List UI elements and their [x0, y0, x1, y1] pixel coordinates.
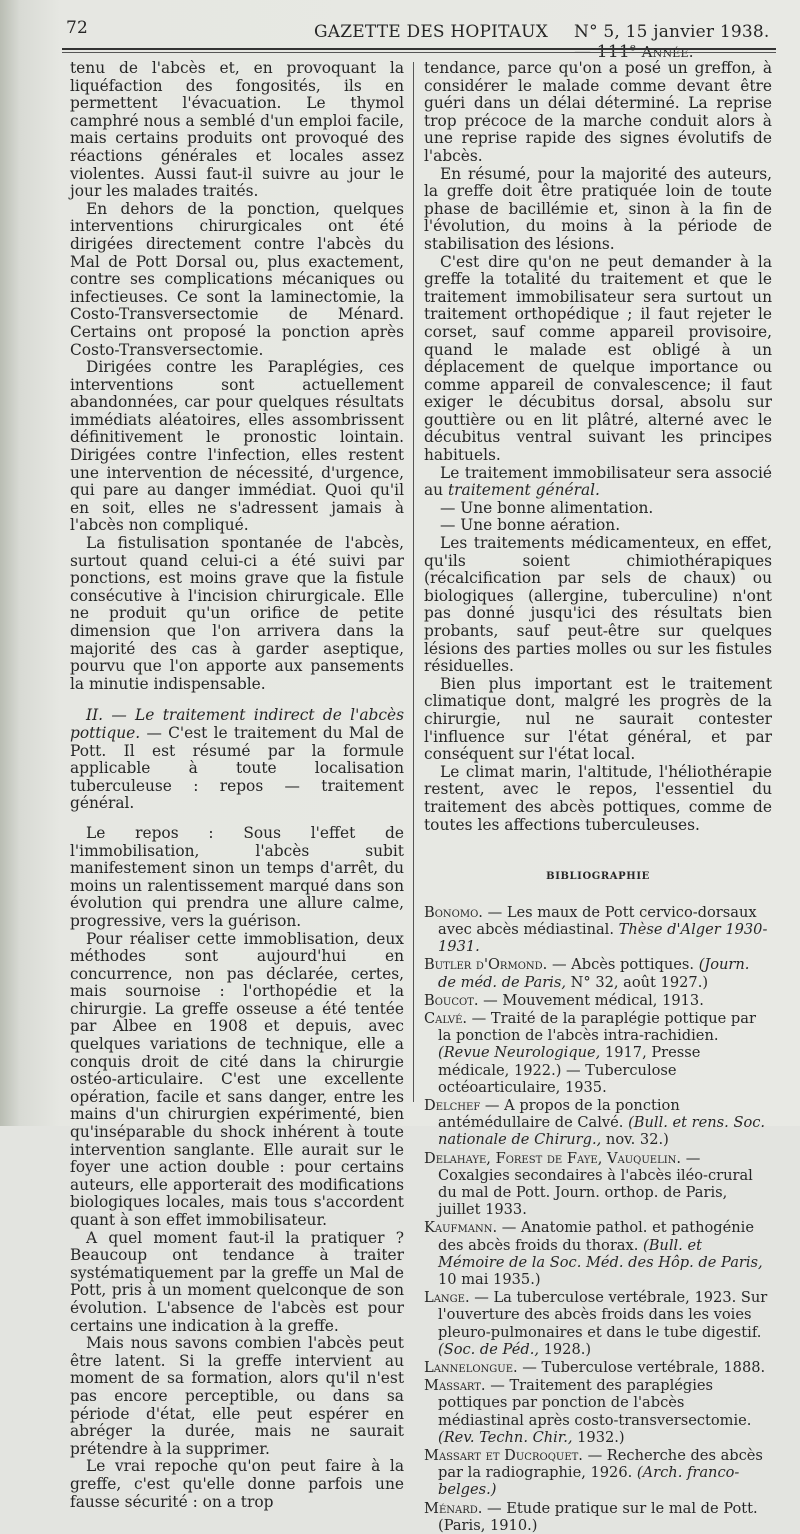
paragraph: La fistulisation spontanée de l'abcès, surtout quand celui-ci a été suivi par ponctions, est moins grave que la fistule consécutive à l'incision chirurgicale. Elle ne produit qu'un orifice de petite dimension que l'on arrivera dans la majorité des cas à garder aseptique, pourvu que l'on apporte aux pansements la minutie indispensable. — [70, 534, 404, 693]
bibliography-author: Delahaye, Forest de Faye, Vauquelin. — [424, 1149, 682, 1167]
paragraph: Mais nous savons combien l'abcès peut être latent. Si la greffe intervient au moment de sa formation, alors qu'il n'est pas encore perceptible, ou dans sa période d'état, elle peut espérer en abréger la durée, mais ne saurait prétendre à la supprimer. — [70, 1334, 404, 1458]
bibliography-author: Massart. — [424, 1377, 486, 1395]
issue-sup: e — [629, 42, 636, 54]
bibliography-text: — Etude pratique sur le mal de Pott. (Paris, 1910.) — [438, 1499, 758, 1534]
paragraph: Le repos : Sous l'effet de l'immobilisation, l'abcès subit manifestement sinon un temps d'arrêt, du moins un ralentissement marqué dans son évolution qui prendra une allure calme, progressive, vers la guérison. — [70, 823, 404, 930]
bibliography-text: — Les maux de Pott cervico-dorsaux avec abcès médiastinal. — [438, 903, 757, 938]
bibliography-list — [424, 904, 772, 1534]
bibliography-text: — Traitement des paraplégies pottiques par ponction de l'abcès médiastinal après costo-transversectomie. — [438, 1377, 752, 1429]
column-separator — [413, 62, 414, 1102]
bibliography-tail: N° 32, août 1927.) — [565, 973, 709, 991]
issue-tail: Année. — [641, 43, 694, 61]
list-item: — Une bonne aération. — [440, 516, 621, 535]
bibliography-author: Lange. — [424, 1289, 470, 1307]
bibliography-tail: 1917, Presse médicale, 1922.) — Tuberculose octéoarticulaire, 1935. — [438, 1044, 701, 1096]
paragraph: En dehors de la ponction, quelques interventions chirurgicales ont été dirigées directement contre l'abcès du Mal de Pott Dorsal ou, plus exactement, contre ses complications mécaniques ou infectieuses. Ce sont la laminectomie, la Costo-Transversectomie de Ménard. Certains ont proposé la ponction après Costo-Transversectomie. — [70, 199, 404, 359]
paragraph: tenu de l'abcès et, en provoquant la liquéfaction des fongosités, ils en permettent l'évacuation. Le thymol camphré nous a semblé d'un emploi facile, mais certains produits ont provoqué des réactions générales et locales assez violentes. Aussi faut-il suivre au jour le jour les malades traités. — [70, 59, 404, 201]
section-heading-paragraph — [70, 707, 404, 813]
bibliography-text: — Traité de la paraplégie pottique par la ponction de l'abcès intra-rachidien. — [438, 1009, 756, 1045]
bibliography-italic: (Rev. Techn. Chir., — [438, 1428, 573, 1446]
bibliography-entry — [424, 1377, 772, 1446]
bibliography-text: — A propos de la ponction antémédullaire de Calvé. — [438, 1096, 680, 1132]
bibliography-text: — Abcès pottiques. — [547, 956, 699, 974]
bibliography-entry — [424, 1500, 772, 1534]
list-item: — Une bonne alimentation. — [440, 498, 654, 517]
right-column — [424, 59, 772, 1534]
paragraph: Le climat marin, l'altitude, l'héliothérapie restent, avec le repos, l'essentiel du traitement des abcès pottiques, comme de toutes les affections tuberculeuses. — [424, 762, 772, 834]
journal-title: GAZETTE DES HOPITAUX — [314, 22, 549, 42]
page-header — [62, 18, 782, 62]
bibliography-author: Kaufmann. — [424, 1219, 498, 1237]
bibliography-tail: 10 mai 1935.) — [438, 1270, 541, 1288]
paragraph — [424, 465, 772, 500]
bibliography-italic: (Bull. et Mémoire de la Soc. Méd. des Hôp. de Paris, — [438, 1236, 763, 1271]
header-rule-thin — [62, 52, 776, 53]
bibliography-text: — Mouvement médical, 1913. — [478, 991, 704, 1009]
paragraph: Le vrai repoche qu'on peut faire à la greffe, c'est qu'elle donne parfois une fausse sécurité : on a trop — [70, 1457, 404, 1511]
bibliography-author: Massart et Ducroquet. — [424, 1447, 583, 1465]
bibliography-entry — [424, 1359, 772, 1376]
issue-line — [574, 22, 782, 62]
paragraph: Bien plus important est le traitement climatique dont, malgré les progrès de la chirurgie, nul ne saurait contester l'influence sur l'état général, et par conséquent sur l'état local. — [424, 674, 772, 764]
bibliography-entry — [424, 1010, 772, 1096]
bibliography-text: — Coxalgies secondaires à l'abcès iléo-crural du mal de Pott. Journ. orthop. de Paris, juillet 1933. — [438, 1149, 753, 1219]
paragraph-text: Le traitement immobilisateur sera associé au — [424, 463, 772, 500]
issue-text: N° 5, 15 janvier 1938. — 111 — [574, 22, 770, 62]
bibliography-tail: 1932.) — [572, 1428, 625, 1446]
bibliography-entry — [424, 1150, 772, 1219]
bibliography-italic: (Soc. de Péd., — [438, 1340, 539, 1358]
bibliography-italic: (Arch. franco-belges.) — [438, 1464, 740, 1499]
bibliography-italic: (Bull. et rens. Soc. nationale de Chirurg., — [438, 1114, 766, 1149]
paragraph: Dirigées contre les Paraplégies, ces interventions sont actuellement abandonnées, car pour quelques résultats immédiats aléatoires, elles assombrissent définitivement le pronostic lointain. Dirigées contre l'infection, elles restent une intervention de nécessité, d'urgence, qui pare au danger immédiat. Quoi qu'il en soit, elles ne s'adressent jamais à l'abcès non compliqué. — [70, 358, 404, 535]
paragraph: Pour réaliser cette immoblisation, deux méthodes sont aujourd'hui en concurrence, non pas déclarée, certes, mais sournoise : l'orthopédie et la chirurgie. La greffe osseuse a été tentée par Albee en 1908 et depuis, avec quelques variations de technique, elle a conquis droit de cité dans la chirurgie ostéo-articulaire. C'est une excellente opération, facile et sans danger, entre les mains d'un chirurgien expérimenté, bien qu'inséparable du shock inhérent à toute intervention sanglante. Elle aurait sur le foyer une action double : pour certains auteurs, elle apporterait des modifications biologiques locales, mais tous s'accordent quant à son effet immobilisateur. — [70, 929, 404, 1229]
bibliography-author: Ménard. — [424, 1499, 483, 1517]
bibliography-italic: Thèse d'Alger 1930-1931. — [438, 920, 768, 956]
bibliography-entry — [424, 956, 772, 990]
bibliography-entry — [424, 1447, 772, 1499]
bibliography-text: — Tuberculose vertébrale, 1888. — [517, 1359, 766, 1376]
header-rule — [62, 48, 776, 50]
bibliography-entry — [424, 1097, 772, 1149]
bibliography-text: — La tuberculose vertébrale, 1923. Sur l'ouverture des abcès froids dans les voies pleuro-pulmonaires et dans le tube digestif. — [438, 1289, 768, 1341]
paragraph: A quel moment faut-il la pratiquer ? Beaucoup ont tendance à traiter systématiquement par la greffe un Mal de Pott, pris à un moment quelconque de son évolution. L'absence de l'abcès est pour certains une indication à la greffe. — [70, 1228, 404, 1335]
bibliography-title: BIBLIOGRAPHIE — [546, 871, 650, 883]
left-column — [70, 59, 404, 1511]
page-number: 72 — [66, 18, 89, 38]
bibliography-author: Delchef — [424, 1096, 481, 1114]
paragraph: Les traitements médicamenteux, en effet, qu'ils soient chimiothérapiques (récalcification par sels de chaux) ou biologiques (allergine, tuberculine) n'ont pas donné jusqu'ici des résultats bien probants, sauf peut-être sur quelques lésions des parties molles ou sur les fistules résiduelles. — [424, 534, 772, 676]
paragraph: C'est dire qu'on ne peut demander à la greffe la totalité du traitement et que le traitement immobilisateur sera surtout un traitement orthopédique ; il faut rejeter le corset, sauf comme appareil provisoire, quand le malade est obligé à un déplacement de quelque importance ou comme appareil de convalescence; il faut exiger le décubitus dorsal, absolu sur gouttière ou en lit plâtré, alterné avec le décubitus ventral suivant les principes habituels. — [424, 252, 772, 465]
bibliography-entry — [424, 992, 772, 1009]
bibliography-author: Butler d'Ormond. — [424, 956, 548, 974]
section-heading: II. — Le traitement indirect de l'abcès pottique. — [70, 706, 404, 742]
bibliography-text: — Recherche des abcès par la radiographie, 1926. — [438, 1447, 763, 1482]
bibliography-text: — Anatomie pathol. et pathogénie des abcès froids du thorax. — [438, 1219, 754, 1254]
bibliography-tail: 1928.) — [538, 1340, 592, 1358]
bibliography-author: Boucot. — [424, 991, 479, 1009]
bibliography-entry — [424, 904, 772, 956]
paragraph: tendance, parce qu'on a posé un greffon, à considérer le malade comme devant être guéri dans un délai déterminé. La reprise trop précoce de la marche conduit alors à une reprise rapide des signes évolutifs de l'abcès. — [424, 59, 772, 165]
bibliography-italic: (Journ. de méd. de Paris, — [438, 956, 750, 991]
section-text: — C'est le traitement du Mal de Pott. Il est résumé par la formule applicable à toute localisation tuberculeuse : repos — traitement général. — [70, 723, 404, 813]
bibliography-italic: (Revue Neurologique, — [438, 1044, 601, 1062]
bibliography-entry — [424, 1219, 772, 1288]
bibliography-entry — [424, 1289, 772, 1358]
bibliography-tail: nov. 32.) — [601, 1131, 669, 1149]
paragraph: En résumé, pour la majorité des auteurs, la greffe doit être pratiquée loin de toute phase de bacillémie et, sinon à la fin de l'évolution, du moins à la période de stabilisation des lésions. — [424, 164, 772, 253]
bibliography-author: Calvé. — [424, 1009, 468, 1027]
bibliography-author: Lannelongue. — [424, 1359, 518, 1376]
paragraph-italic: traitement général. — [447, 481, 600, 500]
bibliography-author: Bonomo. — [424, 903, 483, 921]
